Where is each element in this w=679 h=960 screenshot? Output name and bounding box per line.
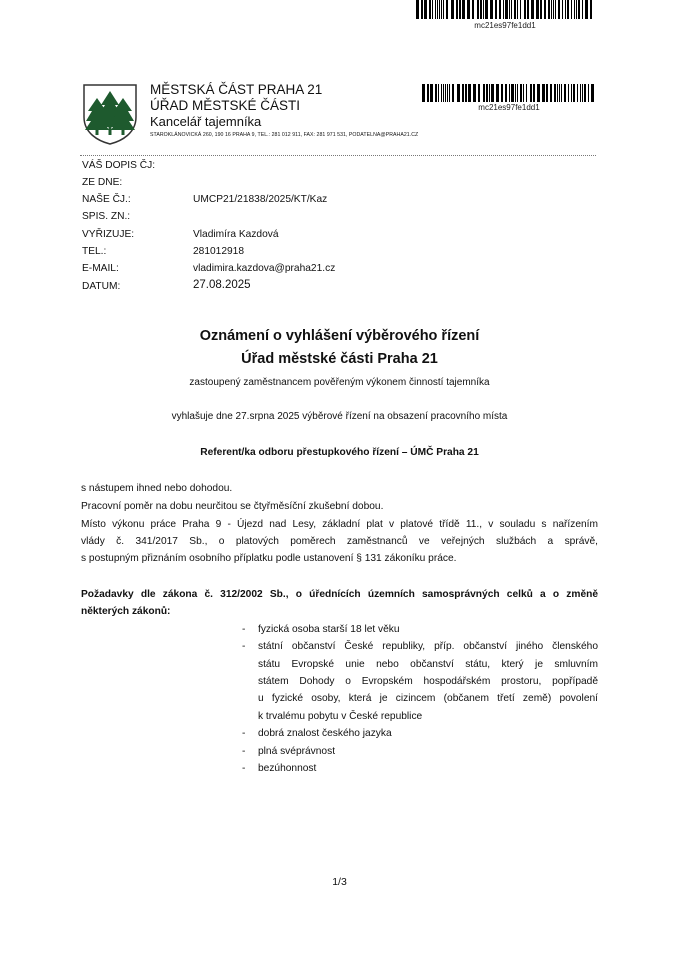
barcode-bar xyxy=(540,0,542,19)
top-barcode-code: mc21es97fe1dd1 xyxy=(474,21,536,30)
header-barcode xyxy=(422,84,596,102)
barcode-bar xyxy=(441,84,442,102)
email-value[interactable]: vladimira.kazdova@praha21.cz xyxy=(193,263,336,274)
barcode-bar xyxy=(517,0,518,19)
barcode-bar xyxy=(567,0,569,19)
barcode-bar xyxy=(421,0,423,19)
list-bullet: - xyxy=(242,763,246,774)
requirement-language: dobrá znalost českého jazyka xyxy=(258,728,392,739)
barcode-bar xyxy=(465,84,467,102)
barcode-bar xyxy=(462,84,464,102)
barcode-bar xyxy=(548,0,550,19)
barcode-bar xyxy=(439,0,440,19)
announcement-line: vyhlašuje dne 27.srpna 2025 výběrové řízení na obsazení pracovního místa xyxy=(171,411,508,422)
barcode-bar xyxy=(573,84,575,102)
page-number: 1/3 xyxy=(332,876,347,888)
barcode-bar xyxy=(517,84,518,102)
handled-by-label: VYŘIZUJE: xyxy=(82,229,135,240)
header-divider xyxy=(80,155,596,156)
barcode-bar xyxy=(576,0,577,19)
barcode-bar xyxy=(555,0,556,19)
email-label: E-MAIL: xyxy=(82,263,119,274)
barcode-bar xyxy=(582,84,583,102)
barcode-bar xyxy=(456,0,458,19)
barcode-bar xyxy=(524,0,526,19)
barcode-bar xyxy=(559,84,560,102)
phone-value: 281012918 xyxy=(193,246,244,257)
top-barcode xyxy=(416,0,594,19)
barcode-bar xyxy=(515,84,516,102)
barcode-bar xyxy=(526,84,527,102)
barcode-bar xyxy=(520,84,522,102)
handled-by-value: Vladimíra Kazdová xyxy=(193,229,279,240)
barcode-bar xyxy=(531,0,534,19)
barcode-bar xyxy=(506,0,508,19)
barcode-bar xyxy=(577,84,578,102)
barcode-bar xyxy=(550,84,552,102)
barcode-bar xyxy=(514,0,516,19)
barcode-bar xyxy=(530,84,532,102)
requirement-citizenship-line: státní občanství České republiky, příp. občanství jiného členského xyxy=(258,641,598,652)
barcode-bar xyxy=(533,84,535,102)
barcode-bar xyxy=(472,0,474,19)
barcode-bar xyxy=(490,0,493,19)
date-label: DATUM: xyxy=(82,281,121,292)
barcode-bar xyxy=(496,84,499,102)
barcode-bar xyxy=(468,84,471,102)
org-name: MĚSTSKÁ ČÁST PRAHA 21 xyxy=(150,82,323,97)
barcode-bar xyxy=(435,0,436,19)
barcode-bar xyxy=(557,84,558,102)
barcode-bar xyxy=(553,0,554,19)
barcode-bar xyxy=(511,0,512,19)
requirement-citizenship-line: k trvalému pobytu v České republice xyxy=(258,711,423,722)
office-name: ÚŘAD MĚSTSKÉ ČÁSTI xyxy=(150,98,301,113)
barcode-bar xyxy=(536,0,539,19)
barcode-bar xyxy=(416,0,419,19)
barcode-bar xyxy=(561,84,562,102)
barcode-bar xyxy=(571,84,572,102)
requirements-heading: Požadavky dle zákona č. 312/2002 Sb., o úřednících územních samosprávných celků a o změně xyxy=(81,589,598,600)
barcode-bar xyxy=(558,0,560,19)
start-date-line: s nástupem ihned nebo dohodou. xyxy=(81,483,233,494)
barcode-bar xyxy=(452,84,454,102)
requirements-heading-cont: některých zákonů: xyxy=(81,606,171,617)
barcode-bar xyxy=(477,0,479,19)
department-name: Kancelář tajemníka xyxy=(150,114,262,129)
your-letter-label: VÁŠ DOPIS ČJ: xyxy=(82,160,156,171)
barcode-bar xyxy=(542,84,545,102)
barcode-bar xyxy=(485,0,488,19)
barcode-bar xyxy=(574,0,575,19)
barcode-bar xyxy=(483,84,485,102)
barcode-bar xyxy=(503,0,504,19)
barcode-bar xyxy=(512,84,514,102)
barcode-bar xyxy=(591,84,594,102)
reference-value: UMCP21/21838/2025/KT/Kaz xyxy=(193,194,328,205)
barcode-bar xyxy=(537,84,540,102)
barcode-bar xyxy=(462,0,465,19)
barcode-bar xyxy=(511,84,512,102)
address-line: STAROKLÁNOVICKÁ 260, 190 16 PRAHA 9, TEL.: 281 012 911, FAX: 281 971 531, PODATELNA@PRAHA21.CZ xyxy=(150,132,419,138)
barcode-bar xyxy=(571,0,572,19)
barcode-bar xyxy=(523,84,524,102)
barcode-bar xyxy=(446,0,448,19)
barcode-bar xyxy=(578,0,580,19)
phone-label: TEL.: xyxy=(82,246,107,257)
requirement-citizenship-line: státu Evropské unie nebo občanství státu, který je smluvním xyxy=(258,659,598,670)
reference-label: NAŠE ČJ.: xyxy=(82,194,131,205)
barcode-bar xyxy=(564,84,566,102)
barcode-bar xyxy=(565,0,566,19)
regulation-line: vlády č. 341/2017 Sb., o platových poměrech zaměstnanců ve veřejných službách a správě, xyxy=(81,536,598,547)
barcode-bar xyxy=(459,0,461,19)
barcode-bar xyxy=(489,84,490,102)
requirement-legal-capacity: plná svéprávnost xyxy=(258,746,336,757)
list-bullet: - xyxy=(242,624,246,635)
header-barcode-code: mc21es97fe1dd1 xyxy=(478,103,540,112)
barcode-bar xyxy=(438,84,439,102)
barcode-bar xyxy=(491,84,494,102)
barcode-bar xyxy=(520,0,521,19)
barcode-bar xyxy=(584,84,586,102)
barcode-bar xyxy=(432,0,433,19)
file-mark-label: SPIS. ZN.: xyxy=(82,211,131,222)
barcode-bar xyxy=(478,84,480,102)
barcode-bar xyxy=(509,84,510,102)
list-bullet: - xyxy=(242,728,246,739)
barcode-bar xyxy=(554,84,556,102)
barcode-bar xyxy=(562,0,563,19)
document-subtitle: Úřad městské části Praha 21 xyxy=(241,351,438,367)
barcode-bar xyxy=(509,0,510,19)
barcode-bar xyxy=(486,84,488,102)
barcode-bar xyxy=(499,0,501,19)
requirement-integrity: bezúhonnost xyxy=(258,763,317,774)
represented-by-line: zastoupený zaměstnancem pověřeným výkonem činností tajemníka xyxy=(189,377,490,388)
barcode-bar xyxy=(527,0,529,19)
barcode-bar xyxy=(505,84,507,102)
barcode-bar xyxy=(451,0,454,19)
barcode-bar xyxy=(457,84,460,102)
barcode-bar xyxy=(585,0,588,19)
document-title: Oznámení o vyhlášení výběrového řízení xyxy=(199,328,480,344)
date-of-letter-label: ZE DNE: xyxy=(82,177,123,188)
barcode-bar xyxy=(467,0,470,19)
requirement-age: fyzická osoba starší 18 let věku xyxy=(258,624,400,635)
barcode-bar xyxy=(495,0,497,19)
date-value: 27.08.2025 xyxy=(193,279,251,291)
barcode-bar xyxy=(443,0,444,19)
list-bullet: - xyxy=(242,641,246,652)
barcode-bar xyxy=(443,84,444,102)
barcode-bar xyxy=(590,0,592,19)
barcode-bar xyxy=(427,84,429,102)
barcode-bar xyxy=(422,84,425,102)
barcode-bar xyxy=(447,84,448,102)
employment-term-line: Pracovní poměr na dobu neurčitou se čtyřměsíční zkušební dobou. xyxy=(81,501,384,512)
coat-of-arms-icon xyxy=(82,83,138,145)
barcode-bar xyxy=(449,84,450,102)
barcode-bar xyxy=(437,0,438,19)
barcode-bar xyxy=(505,0,506,19)
barcode-bar xyxy=(580,84,581,102)
barcode-bar xyxy=(473,84,476,102)
barcode-bar xyxy=(582,0,583,19)
barcode-bar xyxy=(424,0,427,19)
position-title: Referent/ka odboru přestupkového řízení – ÚMČ Praha 21 xyxy=(200,447,479,458)
barcode-bar xyxy=(501,84,503,102)
barcode-bar xyxy=(546,84,548,102)
requirement-citizenship-line: státem Dohody o Evropském hospodářském prostoru, popřípadě xyxy=(258,676,598,687)
barcode-bar xyxy=(544,0,546,19)
barcode-bar xyxy=(435,84,437,102)
barcode-bar xyxy=(483,0,484,19)
barcode-bar xyxy=(480,0,482,19)
barcode-bar xyxy=(429,0,431,19)
bonus-line: s postupným přiznáním osobního příplatku podle ustanovení § 131 zákoníku práce. xyxy=(81,553,457,564)
barcode-bar xyxy=(588,84,589,102)
barcode-bar xyxy=(441,0,442,19)
barcode-bar xyxy=(568,84,569,102)
barcode-bar xyxy=(551,0,552,19)
workplace-line: Místo výkonu práce Praha 9 - Újezd nad Lesy, základní plat v platové třídě 11., v souladu s nařízením xyxy=(81,519,598,530)
requirement-citizenship-line: u fyzické osoby, která je cizincem (občanem třetí země) povolení xyxy=(258,693,598,704)
barcode-bar xyxy=(430,84,433,102)
barcode-bar xyxy=(445,84,446,102)
list-bullet: - xyxy=(242,746,246,757)
